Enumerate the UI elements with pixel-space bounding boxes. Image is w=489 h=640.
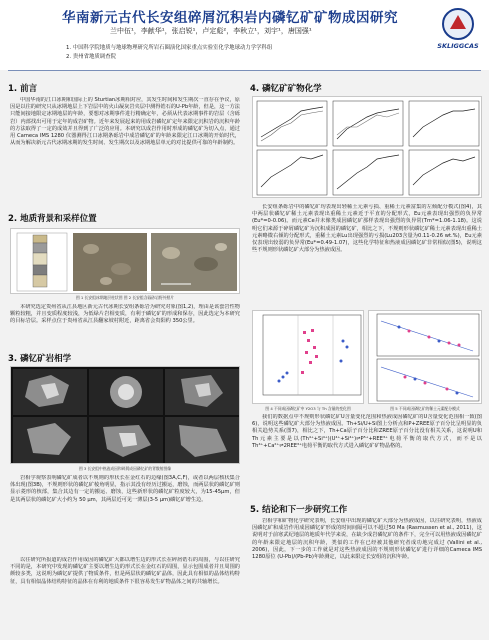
bse-image-grid: [10, 366, 240, 464]
petrography-body-1: 岩相学观察表明磷钇矿成者以不规则的形状长在金红石的边缘(图3A,C,F)，或者以两层核状集合体出现(图3B)，不规则形状的磷钇矿棱角明显，指示其没有经历过搬运，磨蚀，而两层状的磷钇矿则显示菱形的核部，集合其边有一定的搬运、磨蚀，这些新形状的磷钇矿粒度较大，为15-45μm，但是其两层状的磷钇矿大小约为 50 μm，其两层近可见一薄层(3-5 μm)磷钇矿增生边。: [10, 475, 240, 503]
affiliation-2: 2. 贵州省地质调查院: [66, 54, 116, 60]
ree-plot-panels: [257, 101, 479, 195]
geochem-heading: 4. 磷钇矿矿物化学: [250, 84, 322, 94]
conclusion-body: 岩相学和矿物化学研究表明，长安组中出现的磷钇矿大部分为热液成因，以往研究表明，热液成因磷钇矿和成岩作用成因磷钇矿形成的时间间隔可以不超过50 Ma (Rasmussen et al., 2011)，这说明对于前寒武纪地层的地质年代学来说，在缺少成岩磷钇矿的条件下，完全可以用热液成因磷钇矿的年龄来限定地层的沉积年龄，类似的工作在已经被其他研究者成功地完成过 (Vallini et al., 2006)，因此，下一步的工作就是对这些热液成因的不规则形状磷钇矿进行详细的Cameca IMS 1280原位 (U-Pb)/(Pb-Pb)年龄测定，以此来限定长安组的沉积年龄。: [252, 518, 482, 561]
substitution-scatter: [369, 311, 483, 405]
geochem-body-1: 长安组条砾岩中的磷钇矿均表现出轻稀土元素亏损、重稀土元素富集的左倾配分模式(图4)，其中两层状磷钇矿稀土元素表现出重稀土元素近于平直的分配形式，Eu元素表现出强烈的负异常(Eu*=0-0.06)。而元素Ce并未像类成因磷钇矿那样表现出强烈的负异常(Tm*=1.06-1.18)。这说明它们来源于碎屑磷钇矿为沉积成因的磷钇矿，相比之下，不规则形状磷钇矿稀土元素表现出重稀土元素略微右倾的分配形式，重稀土元素Lu出现强烈的亏损(Lu203含量为0.11-0.26 wt.%)，Eu元素仅表现出较弱的负异常(Eu*=0.49-1.07)，这些化学特征和热液成因磷钇矿非常相似(图5)，说明这些不规则形状磷钇矿大部分为热液成因。: [252, 204, 482, 254]
fig4-plot: [252, 310, 364, 404]
petrography-figure-caption: 图 3 长安组中热液成因和碎屑成因磷钇矿的背散射图像: [78, 466, 172, 471]
affiliation-1: 1. 中国科学院地质与地球物理研究所岩石圈演化国家重点实验室化学地球动力学学科组: [66, 45, 273, 51]
poster-title: 华南新元古代长安组碎屑沉积岩内磷钇矿矿物成因研究: [62, 10, 398, 26]
ree-pattern-plots: [253, 97, 483, 199]
ree-pattern-figure: [252, 96, 482, 198]
header-divider: [8, 70, 481, 71]
bse-images: [11, 367, 241, 465]
geology-body: 本研究选定贵州省从江县地区新元古代冰期长安组条砾岩为研究对象(图1,2)，理由是该套岩性物颗粒较粗，并且变质程度较浅，为低绿片岩相变质，有利于磷钇矿的形成和保存，因此选定为本研究的目标岩层。采样点位于贵州省从江县翻家坡村附近，距离省会贵阳约 350公里。: [10, 304, 240, 325]
author-list: 兰中伍¹，李献华¹，张启锐¹，卢定彪²，李秋立¹，刘宇¹，唐国强¹: [110, 27, 312, 35]
fig5-caption: 图 5 不同成因磷钇矿的稀土元素配分模式: [390, 406, 460, 411]
institution-logo: [436, 8, 480, 52]
geochem-body-2: 我们的数据点中不规则形状磷钇矿U含量变化范围和热液成因磷钇矿的U含量变化范围相一致(图6)，说明这些磷钇矿大部分为热液成因。Th+Si/U+Si图上分析点和P+ZREE原子百分比呈明显的负相关趋势关系(图7)，相比之下，Th+Ca原子百分比和ZREE原子百分比没有相关关系，这说明U和Th元素主要是以(Th⁴⁺+Si⁴⁺)(U⁴⁺+Si⁴⁺)⇌P⁵⁺+REE³⁺电荷平衡的取代方式，而不是以Th⁴⁺+Ca²⁺⇌2REE³⁺电荷平衡的取代方式进入磷钇矿矿物晶格的。: [252, 414, 482, 449]
logo-mountain-icon: [450, 15, 466, 29]
poster-header: [0, 0, 489, 70]
geology-figure: [10, 228, 240, 294]
logo-text: SKLIGGCAS: [437, 42, 479, 50]
geology-heading: 2. 地质背景和采样位置: [8, 214, 97, 224]
u-th-scatter: [253, 311, 365, 405]
geology-figure-caption: 图 1 长安组冰期地层柱状图 图 2 长安组含砾砂岩野外照片: [75, 295, 175, 300]
intro-heading: 1. 前言: [8, 84, 38, 94]
petrography-heading: 3. 磷钇矿岩相学: [8, 354, 72, 364]
fig4-caption: 图 4 不同成因磷钇矿中 Y2O3 与 Th 含量的变化图: [265, 406, 351, 411]
fig5-plots: [368, 310, 482, 404]
petrography-body-2: 以往研究所报道的成岩作用成因的磷钇矿大都以增生边的形式长在碎屑锆石的周围，与以往研究不同的是，本研究中发现的磷钇矿主要以增生边的形式长在金红石的周围，显示包围成者并且周围的颜较多类，这说明为磷钇矿提供了物质条件，但是两层状的磷钇矿晶体，因此具有相似的晶体结构特征，具有相似晶体结构特征的晶体在有利的地质条件下很容易发生矿物晶体之间的共轴增长。: [10, 557, 240, 585]
intro-body: 中国华南的江口冰期和国际上的 Sturtian冰期相对应，其发生时间和发生期次一直存在争议，原因是以往的研究只从冰期地层上下岩层中的火山凝灰岩夹层中测得锆石的U-Pb年龄，但是，这一方法只能间接地限定冰期地层的年龄，要想对冰期事件进行精确定年，必须从代表冰期事件的岩层（含砾岩）内部找出可用于定年的成岩矿物。近年来发展起来的用成岩磷钇矿定年来限定沉积岩的沉积年龄的方法取得了一定的成效并且得到了广泛的应用。本研究以成岩作用时形成的磷钇矿为切入点，通过用 Cameca IMS 1280 仪器测得江口冰期条砾岩中成岩磷钇矿的年龄来限定江口冰期的开始时代，从而为解决新元古代冰期冰期的发生时间、发生期次以及冰期地层单元的对比提供可靠的年龄制约。: [10, 97, 240, 147]
conclusion-heading: 5. 结论和下一步研究工作: [250, 505, 348, 515]
stratigraphic-column-and-outcrop: [11, 229, 241, 295]
